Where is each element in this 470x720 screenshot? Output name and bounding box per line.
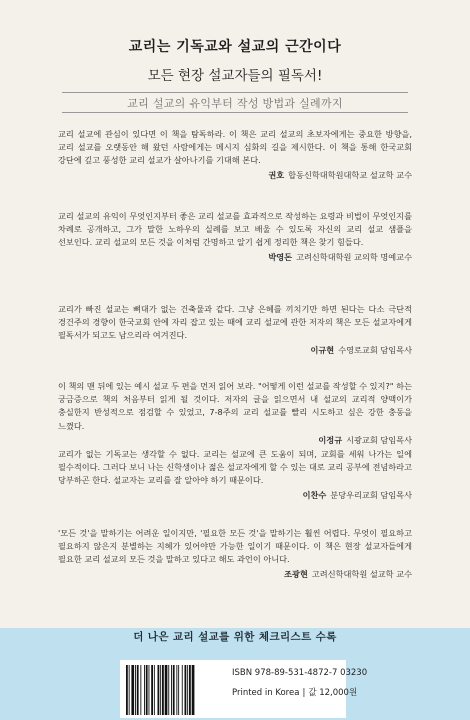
headline: 교리는 기독교와 설교의 근간이다 [128,39,342,55]
endorsement-text: 교리가 빠진 설교는 뼈대가 없는 건축물과 같다. 그냥 은혜를 끼치기만 하면 된다는 다소 극단적 경건주의 경향이 한국교회 안에 자리 잡고 있는 때에 교리 설교에 관한 저자의 책은 모든 설교자에게 필독서가 되고도 남으리라 여겨진다. [58,304,412,341]
endorsement-text: 교리 설교의 유익이 무엇인지부터 좋은 교리 설교를 효과적으로 작성하는 요령과 비법이 무엇인지를 차례로 공개하고, 그가 말한 노하우의 실례를 보고 배울 수 있도록 자신의 교리 설교 샘플을 선보인다. 교리 설교의 모든 것을 이처럼 간명하고 알기 쉽게 정리한 책은 찾기 힘들다. [58,211,412,248]
tagline-bottom-rule [62,112,408,113]
endorser-name: 권호 [268,169,285,180]
barcode-bar [135,665,136,715]
barcode-bar [187,665,188,715]
print-info [232,686,357,698]
banner-text: 더 나은 교리 설교를 위한 체크리스트 수록 [133,631,337,643]
price: 값 12,000원 [308,688,358,698]
isbn-number: ISBN 978-89-531-4872-7 03230 [232,668,368,678]
separator: | [302,688,306,698]
endorsement-1 [58,128,412,182]
subheadline: 모든 현장 설교자들의 필독서! [147,68,323,84]
endorsement-attribution [58,489,412,502]
endorsement-text: '모든 것'을 말하기는 어려운 일이지만, '필요한 모든 것'을 말하기는 훨씬 어렵다. 무엇이 필요하고 필요하지 않은지 분별하는 지혜가 있어야만 가능한 일이기 때문이다. 이 책은 현장 설교자들에게 필요한 교리 설교의 모든 것을 말하고 있다고 해도 과언이 아니다. [58,528,412,565]
endorser-name: 박영돈 [268,251,293,262]
barcode-bar [182,665,183,715]
endorsement-text: 이 책의 맨 뒤에 있는 예시 설교 두 편을 먼저 읽어 보라. "어떻게 이런 설교를 작성할 수 있지?" 하는 궁금증으로 책의 처음부터 읽게 될 것이다. 저자의 글을 읽으면서 내 설교의 교리적 양맥이가 충실한지 반성적으로 점검할 수 있었고, 7-8주의 교리 설교를 빨리 시도하고 싶은 강한 충동을 느꼈다. [58,381,412,431]
printed-in: Printed in Korea [232,688,300,698]
endorser-name: 조광현 [284,568,308,579]
barcode-bar [149,665,150,715]
barcode-bar [158,665,160,715]
endorsement-attribution [58,169,412,182]
barcode-bar [144,665,145,715]
endorser-title: 분당우리교회 담임목사 [330,489,412,500]
barcode-bar [151,665,153,715]
endorsement-6 [58,527,412,581]
barcode-bar [168,665,169,715]
barcode-bar [173,665,175,715]
barcode-bar [176,665,177,715]
endorser-title: 수영로교회 담임목사 [338,344,412,355]
endorsement-attribution [58,434,412,447]
barcode-image [124,665,224,715]
barcode-bar [126,665,128,715]
barcode-bar [171,665,172,715]
barcode-bar [178,665,179,715]
barcode-bar [131,665,134,715]
barcode-bar [154,665,155,715]
endorsement-attribution [58,344,412,357]
barcode-bar [129,665,130,715]
barcode-bar [146,665,148,715]
endorser-name: 이규현 [310,344,335,355]
endorsement-4 [58,380,412,447]
endorsement-text: 교리 설교에 관심이 있다면 이 책을 탐독하라. 이 책은 교리 설교의 초보자에게는 중요한 방향을, 교리 설교를 오랫동안 해 왔던 사람에게는 메시지 심화의 길을 제시한다. 이 책을 통해 한국교회 강단에 깊고 풍성한 교리 설교가 살아나기를 기대해 본다. [58,129,412,166]
barcode-bar [189,665,191,715]
tagline-top-rule [62,92,408,93]
endorsement-5 [58,448,412,502]
endorser-title: 고려신학대학원 교의학 명예교수 [296,251,412,262]
endorsement-text: 교리가 없는 기독교는 생각할 수 없다. 교리는 설교에 큰 도움이 되며, 교회를 세워 나가는 일에 필수적이다. 그러다 보니 나는 신학생이나 젊은 설교자에게 할 수 있는 대로 교리 공부에 전념하라고 당부하곤 한다. 설교자는 교리를 잘 알아야 하기 때문이다. [58,449,412,486]
endorser-title: 합동신학대학원대학교 설교학 교수 [288,169,412,180]
endorser-title: 고려신학대학원 설교학 교수 [311,568,412,579]
barcode-bar [140,665,141,715]
endorser-name: 이정규 [318,434,343,445]
barcode-bar [192,665,195,715]
barcode-bar [137,665,139,715]
endorsement-attribution [58,568,412,581]
tagline: 교리 설교의 유익부터 작성 방법과 실례까지 [127,97,343,110]
barcode-bar [185,665,187,715]
barcode-bar [160,665,161,715]
endorser-title: 시광교회 담임목사 [346,434,412,445]
endorser-name: 이찬수 [302,489,327,500]
barcode-bar [165,665,168,715]
endorsement-attribution [58,251,412,264]
barcode-bar [162,665,164,715]
endorsement-2 [58,210,412,264]
endorsement-3 [58,303,412,357]
